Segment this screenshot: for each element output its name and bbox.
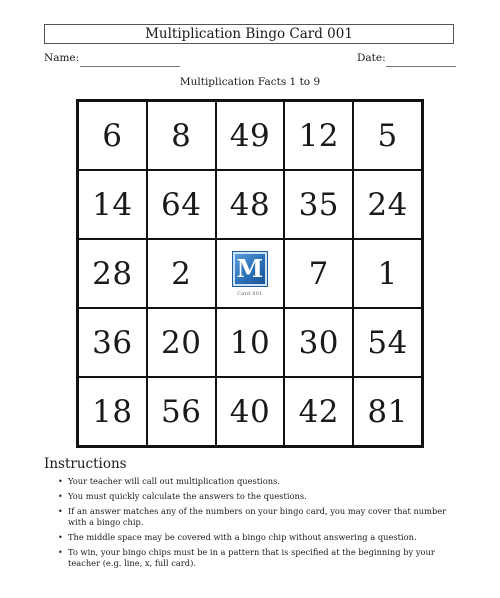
bingo-card bbox=[76, 99, 424, 448]
bingo-cell: 48 bbox=[216, 170, 285, 239]
instruction-item bbox=[58, 506, 458, 528]
instruction-text: The middle space may be covered with a bingo chip without answering a question. bbox=[68, 532, 417, 542]
instruction-item bbox=[58, 532, 458, 543]
bingo-cell: 14 bbox=[78, 170, 147, 239]
bingo-cell: 42 bbox=[284, 377, 353, 446]
bingo-cell: 7 bbox=[284, 239, 353, 308]
instruction-item bbox=[58, 491, 458, 502]
bullet-icon: • bbox=[58, 548, 63, 557]
instruction-text: If an answer matches any of the numbers on your bingo card, you may cover that number with a bingo chip. bbox=[68, 506, 447, 527]
bullet-icon: • bbox=[58, 533, 63, 542]
bingo-cell: 30 bbox=[284, 308, 353, 377]
bingo-cell: 36 bbox=[78, 308, 147, 377]
date-field-line bbox=[386, 66, 456, 67]
name-label: Name: bbox=[44, 52, 80, 64]
card-number-label: Card 001 bbox=[237, 291, 263, 297]
bingo-cell: 18 bbox=[78, 377, 147, 446]
logo-letter: M bbox=[236, 253, 264, 283]
instructions-list bbox=[58, 476, 458, 573]
instruction-text: Your teacher will call out multiplication questions. bbox=[68, 476, 281, 486]
instructions-heading: Instructions bbox=[44, 456, 127, 472]
page-title: Multiplication Bingo Card 001 bbox=[44, 24, 454, 44]
free-space-cell bbox=[216, 239, 285, 308]
bingo-cell: 6 bbox=[78, 101, 147, 170]
bullet-icon: • bbox=[58, 477, 63, 486]
name-field-line bbox=[80, 66, 180, 67]
m-logo-icon bbox=[232, 251, 268, 287]
bingo-cell: 8 bbox=[147, 101, 216, 170]
bingo-cell: 28 bbox=[78, 239, 147, 308]
bullet-icon: • bbox=[58, 492, 63, 501]
bingo-cell: 10 bbox=[216, 308, 285, 377]
bingo-cell: 5 bbox=[353, 101, 422, 170]
subtitle: Multiplication Facts 1 to 9 bbox=[179, 76, 321, 88]
bingo-cell: 35 bbox=[284, 170, 353, 239]
bingo-cell: 64 bbox=[147, 170, 216, 239]
bingo-cell: 24 bbox=[353, 170, 422, 239]
bingo-cell: 2 bbox=[147, 239, 216, 308]
instruction-text: You must quickly calculate the answers to the questions. bbox=[68, 491, 307, 501]
instruction-text: To win, your bingo chips must be in a pattern that is specified at the beginning by your teacher (e.g. line, x, full card). bbox=[68, 547, 435, 568]
instruction-item bbox=[58, 547, 458, 569]
bingo-cell: 40 bbox=[216, 377, 285, 446]
bingo-cell: 20 bbox=[147, 308, 216, 377]
bingo-cell: 1 bbox=[353, 239, 422, 308]
bingo-cell: 81 bbox=[353, 377, 422, 446]
bingo-cell: 49 bbox=[216, 101, 285, 170]
date-label: Date: bbox=[357, 52, 386, 64]
bingo-cell: 12 bbox=[284, 101, 353, 170]
bingo-cell: 54 bbox=[353, 308, 422, 377]
bullet-icon: • bbox=[58, 507, 63, 516]
bingo-cell: 56 bbox=[147, 377, 216, 446]
instruction-item bbox=[58, 476, 458, 487]
